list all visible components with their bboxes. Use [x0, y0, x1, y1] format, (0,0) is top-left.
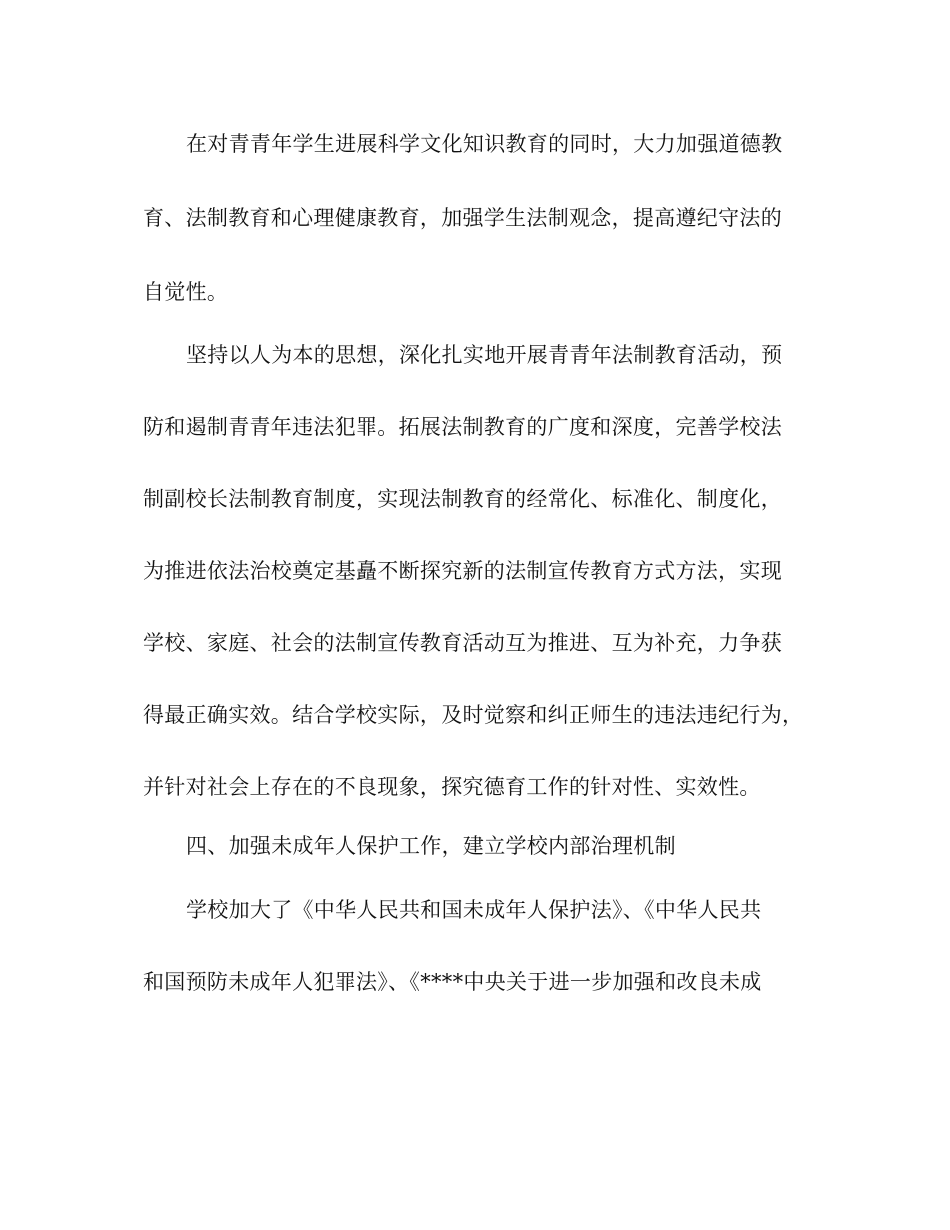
paragraph-2-line-1: 坚持以人为本的思想，深化扎实地开展青青年法制教育活动，预	[186, 343, 783, 367]
paragraph-2-line-2: 防和遏制青青年违法犯罪。拓展法制教育的广度和深度，完善学校法	[143, 415, 782, 439]
paragraph-2-line-7: 并针对社会上存在的不良现象，探究德育工作的针对性、实效性。	[143, 775, 761, 799]
paragraph-2-line-5: 学校、家庭、社会的法制宣传教育活动互为推进、互为补充，力争获	[143, 631, 782, 655]
paragraph-1-line-2: 育、法制教育和心理健康教育，加强学生法制观念，提高遵纪守法的	[143, 206, 782, 230]
paragraph-1-line-3: 自觉性。	[143, 280, 229, 304]
paragraph-3-line-1: 学校加大了《中华人民共和国未成年人保护法》、《中华人民共	[186, 898, 762, 922]
paragraph-1-line-1: 在对青青年学生进展科学文化知识教育的同时，大力加强道德教	[186, 132, 783, 156]
section-heading-4: 四、加强未成年人保护工作，建立学校内部治理机制	[186, 834, 676, 858]
paragraph-3-line-2: 和国预防未成年人犯罪法》、《****中央关于进一步加强和改良未成	[143, 970, 762, 994]
paragraph-2-line-4: 为推进依法治校奠定基矗不断探究新的法制宣传教育方式方法，实现	[143, 559, 782, 583]
paragraph-2-line-3: 制副校长法制教育制度，实现法制教育的经常化、标准化、制度化，	[143, 487, 782, 511]
paragraph-2-line-6: 得最正确实效。结合学校实际，及时觉察和纠正师生的违法违纪行为，	[143, 703, 804, 727]
